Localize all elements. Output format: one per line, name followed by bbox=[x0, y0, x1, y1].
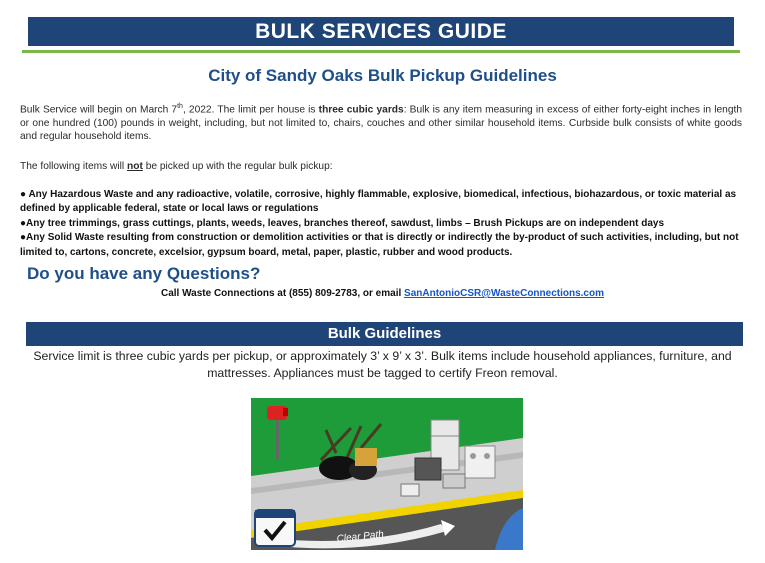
intro-text-1: Bulk Service will begin on March 7 bbox=[20, 104, 178, 116]
guidelines-banner: Bulk Guidelines bbox=[26, 322, 743, 346]
intro-sup: th bbox=[177, 103, 183, 110]
curbside-illustration bbox=[251, 398, 523, 550]
mailbox-post bbox=[276, 420, 279, 460]
appliance bbox=[443, 474, 465, 488]
page-banner-title: BULK SERVICES GUIDE bbox=[28, 17, 734, 46]
list-item: ●Any Solid Waste resulting from construction or demolition activities or that is directly or indirectly the by-product of such activities, including, but not limited to, cartons, concrete, excelsior, gypsum board, metal, paper, plastic, rubber and wood products. bbox=[20, 232, 739, 258]
intro-text-2: , 2022. The limit per house is bbox=[182, 104, 319, 116]
email-link[interactable]: SanAntonioCSR@WasteConnections.com bbox=[404, 288, 604, 299]
microwave bbox=[401, 484, 419, 496]
list-item: ● Any Hazardous Waste and any radioactive, volatile, corrosive, highly flammable, explosive, biomedical, infectious, biohazardous, or toxic material as defined by applicable federal, state or local laws or regulations bbox=[20, 189, 737, 215]
not-picked-after: be picked up with the regular bulk pickup: bbox=[142, 161, 333, 172]
divider bbox=[22, 50, 740, 53]
exclusion-list bbox=[20, 188, 742, 260]
intro-limit: three cubic yards bbox=[318, 104, 404, 116]
road-label: Clear Path bbox=[336, 529, 385, 545]
not-picked-before: The following items will bbox=[20, 161, 128, 172]
page-title: City of Sandy Oaks Bulk Pickup Guidelines bbox=[208, 66, 557, 85]
stove bbox=[465, 446, 495, 478]
not-picked-line bbox=[20, 160, 742, 174]
cardboard-box bbox=[355, 448, 377, 466]
contact-line bbox=[0, 288, 765, 299]
list-item: ●Any tree trimmings, grass cuttings, plants, weeds, leaves, branches thereof, sawdust, limbs – Brush Pickups are on independent days bbox=[20, 217, 665, 229]
contact-text: Call Waste Connections at (855) 809-2783, or email bbox=[160, 288, 405, 299]
guidelines-text: Service limit is three cubic yards per pickup, or approximately 3’ x 9’ x 3’. Bulk items include household appliances, furniture, and mattresses. Appliances must be tagged to certify Freon removal. bbox=[33, 349, 732, 380]
questions-heading: Do you have any Questions? bbox=[27, 264, 261, 283]
intro-paragraph bbox=[20, 100, 742, 144]
not-picked-emph: not bbox=[127, 161, 143, 172]
television bbox=[415, 458, 441, 480]
intro-text-3: : Bulk is any item measuring in excess of either forty-eight inches in length or one hundred (100) pounds in weight, including, but not limited to, chairs, couches and other similar household items. Curbside bulk consists of white goods and regular household items. bbox=[20, 104, 742, 143]
